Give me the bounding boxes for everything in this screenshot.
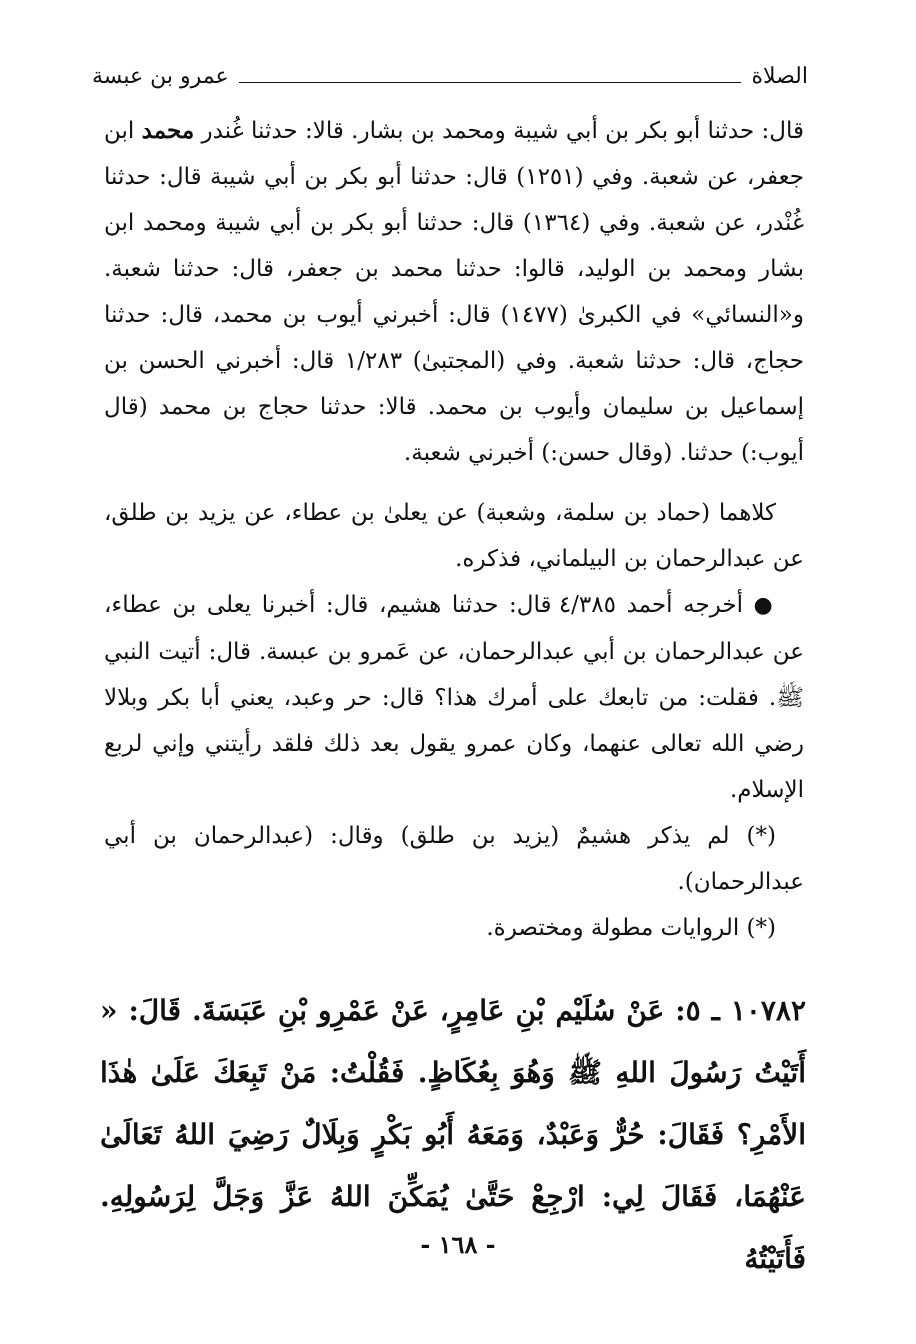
note-paragraph-1: (*) لم يذكر هشيمٌ (يزيد بن طلق) وقال: (عبدالرحمان بن أبي عبدالرحمان). <box>104 823 804 895</box>
sources-text <box>104 108 804 951</box>
header-chapter-title: الصلاة <box>751 63 808 89</box>
header-rule <box>239 82 742 83</box>
running-header <box>92 56 808 96</box>
bullet-icon: ● <box>753 593 776 618</box>
sources-paragraph-2: كلاهما (حماد بن سلمة، وشعبة) عن يعلىٰ بن عطاء، عن يزيد بن طلق، عن عبدالرحمان بن البيلماني، فذكره. <box>104 500 804 572</box>
page-number: - ١٦٨ - <box>420 1230 496 1259</box>
hadith-paragraph: ١٠٧٨٢ ـ ٥: عَنْ سُلَيْم بْنِ عَامِرٍ، عَنْ عَمْرِو بْنِ عَبَسَةَ. قَالَ: « أَتَيْتُ رَسُولَ اللهِ ﷺ وَهُوَ بِعُكَاظٍ. فَقُلْتُ: مَنْ تَبِعَكَ عَلَىٰ هٰذَا الأَمْرِ؟ فَقَالَ: حُرٌّ وَعَبْدٌ، وَمَعَهُ أَبُو بَكْرٍ وَبِلَالٌ رَضِيَ اللهُ تَعَالَىٰ عَنْهُمَا، فَقَالَ لِي: ارْجِعْ حَتَّىٰ يُمَكِّنَ اللهُ عَزَّ وَجَلَّ لِرَسُولِهِ. فَأَتَيْتُهُ <box>100 994 807 1275</box>
header-section-title: عمرو بن عبسة <box>92 63 229 89</box>
note-paragraph-2: (*) الروايات مطولة ومختصرة. <box>486 915 776 941</box>
sources-paragraph-1: قال: حدثنا أبو بكر بن أبي شيبة ومحمد بن بشار. قالا: حدثنا غُندر محمد ابن جعفر، عن شعبة. وفي (١٢٥١) قال: حدثنا أبو بكر بن أبي شيبة قال: حدثنا غُنْدر، عن شعبة. وفي (١٣٦٤) قال: حدثنا أبو بكر بن أبي شيبة ومحمد ابن بشار ومحمد بن الوليد، قالوا: حدثنا محمد بن جعفر، قال: حدثنا شعبة. و«النسائي» في الكبرىٰ (١٤٧٧) قال: أخبرني أيوب بن محمد، قال: حدثنا حجاج، قال: حدثنا شعبة. وفي (المجتبىٰ) ١/٢٨٣ قال: أخبرني الحسن بن إسماعيل بن سليمان وأيوب بن محمد. قالا: حدثنا حجاج بن محمد (قال أيوب:) حدثنا. (وقال حسن:) أخبرني شعبة. <box>104 117 804 466</box>
sources-paragraph-3: ● أخرجه أحمد ٤/٣٨٥ قال: حدثنا هشيم، قال: أخبرنا يعلى بن عطاء، عن عبدالرحمان بن أبي عبدالرحمان، عن عَمرو بن عبسة. قال: أتيت النبي ﷺ. فقلت: من تابعك على أمرك هذا؟ قال: حر وعبد، يعني أبا بكر وبلالا رضي الله تعالى عنهما، وكان عمرو يقول بعد ذلك فلقد رأيتني وإني لربع الإسلام. <box>104 592 804 803</box>
